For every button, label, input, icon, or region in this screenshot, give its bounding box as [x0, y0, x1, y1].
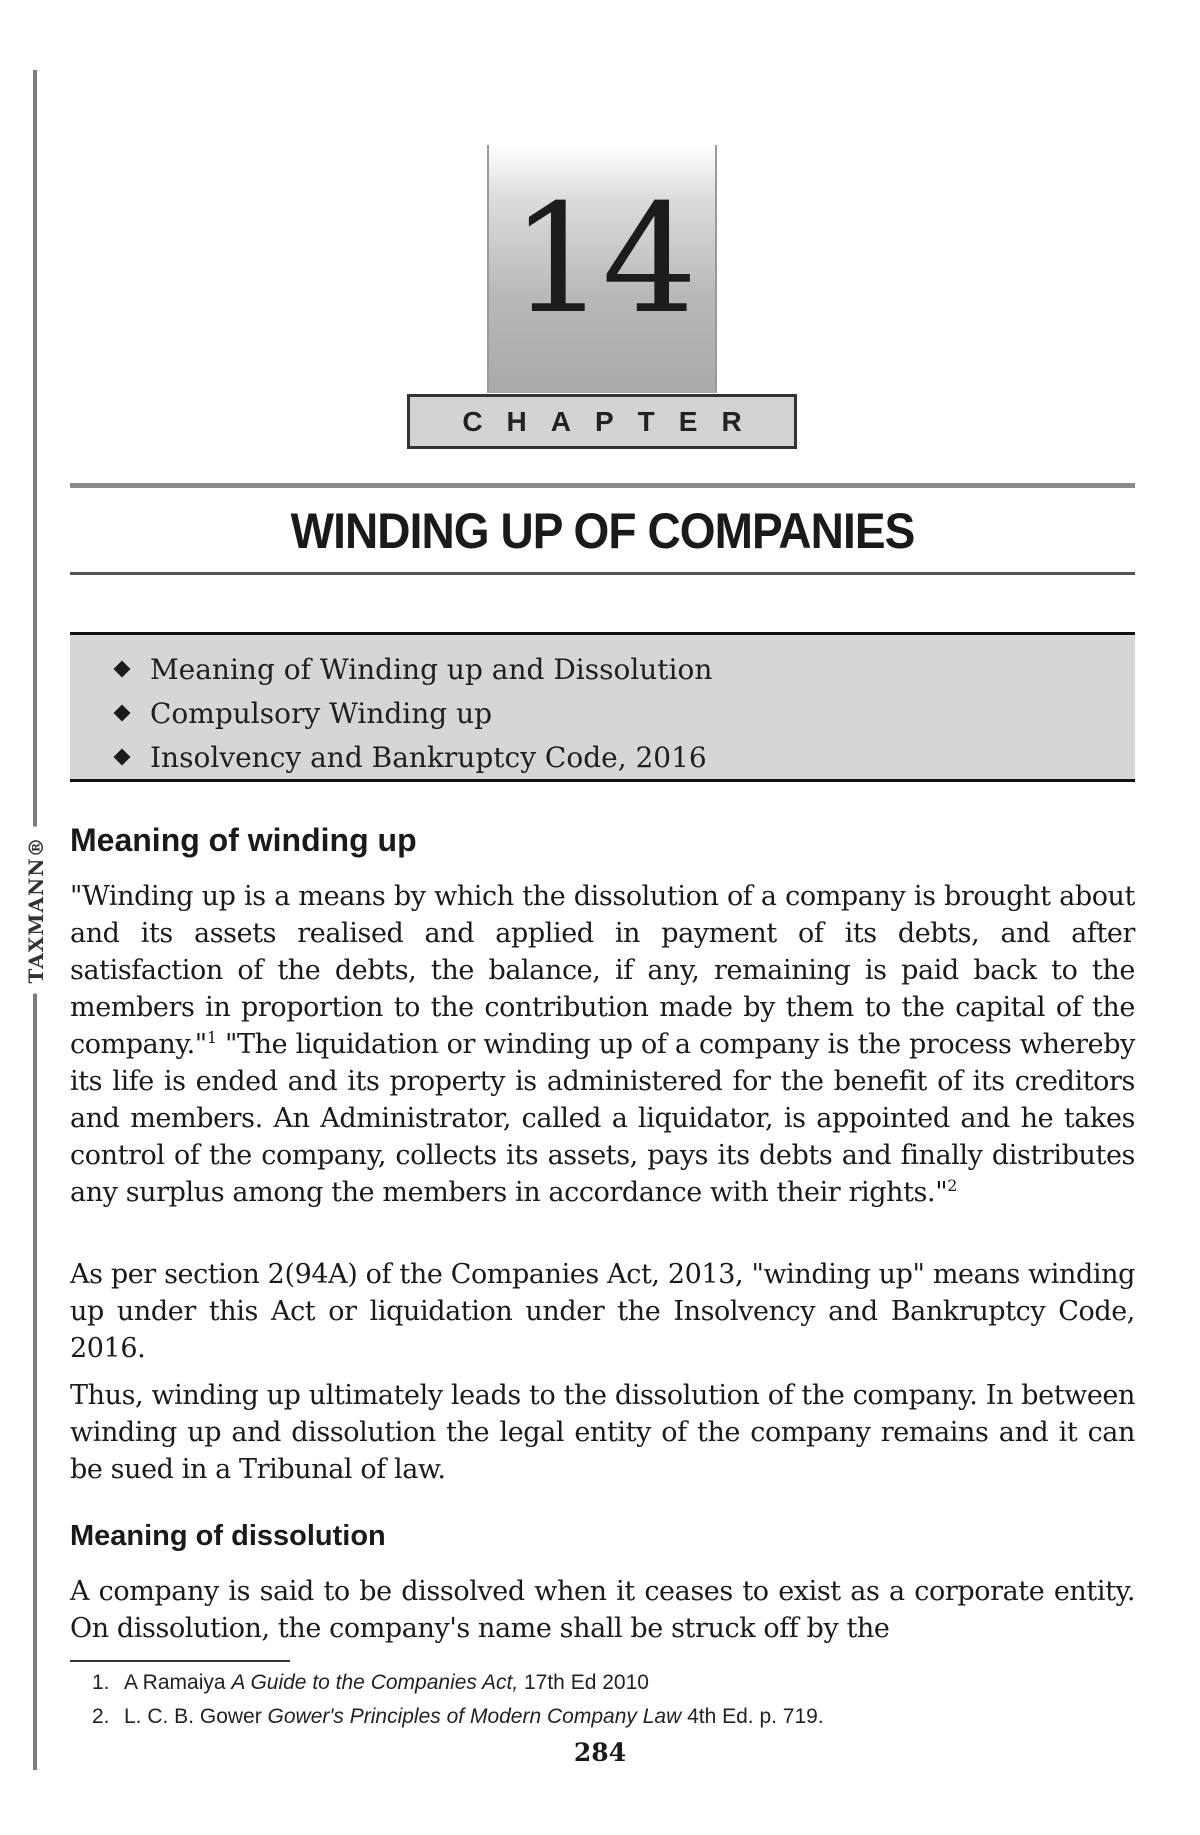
- footnotes: [92, 1666, 1132, 1734]
- footnote-detail: 17th Ed 2010: [518, 1671, 649, 1694]
- footnote-author: L. C. B. Gower: [124, 1705, 268, 1728]
- footnote-number: 2.: [92, 1705, 110, 1728]
- section-heading-dissolution: Meaning of dissolution: [70, 1520, 386, 1552]
- chapter-topics: [70, 632, 1135, 782]
- quote-ramaiya: "Winding up is a means by which the dissolution of a company is brought about and its assets realised and applied in payment of its debts, and after satisfaction of the debts, the balance, if any, remaining is paid back to the members in proportion to the contribution made by them to the capital of the company.": [70, 881, 1135, 1060]
- topic-item: [112, 691, 1135, 735]
- footnote-detail: 4th Ed. p. 719.: [681, 1705, 824, 1728]
- footnote-ref-2[interactable]: 2: [947, 1176, 957, 1195]
- topic-text: Meaning of Winding up and Dissolution: [150, 652, 713, 686]
- paragraph-definition: [70, 878, 1135, 1211]
- topic-text: Compulsory Winding up: [150, 696, 493, 730]
- topic-item: [112, 735, 1135, 779]
- section-heading-winding-up: Meaning of winding up: [70, 822, 417, 858]
- footnote-ref-1[interactable]: 1: [206, 1028, 217, 1047]
- footnote-number: 1.: [92, 1671, 110, 1694]
- topic-item: [112, 647, 1135, 691]
- topic-text: Insolvency and Bankruptcy Code, 2016: [150, 740, 707, 774]
- footnote-work: A Guide to the Companies Act,: [231, 1671, 519, 1694]
- diamond-bullet-icon: [114, 749, 131, 766]
- footnote-rule: [70, 1660, 290, 1662]
- publisher-label: TAXMANN®: [24, 826, 48, 993]
- footnote-work: Gower's Principles of Modern Company Law: [267, 1705, 682, 1728]
- chapter-number-box: [487, 145, 717, 393]
- paragraph-winding-vs-dissolution: Thus, winding up ultimately leads to the dissolution of the company. In between winding up and dissolution the legal entity of the company remains and it can be sued in a Tribunal of law.: [70, 1380, 1135, 1485]
- paragraph-section-2-94a: As per section 2(94A) of the Companies Act, 2013, "winding up" means winding up under this Act or liquidation under the Insolvency and Bankruptcy Code, 2016.: [70, 1259, 1135, 1364]
- footnote-1: [92, 1666, 1132, 1700]
- chapter-label: CHAPTER: [407, 394, 797, 449]
- quote-gower: "The liquidation or winding up of a company is the process whereby its life is ended and its property is administered for the benefit of its creditors and members. An Administrator, called a liquidator, is appointed and he takes control of the company, collects its assets, pays its debts and finally distributes any surplus among the members in accordance with their rights.": [70, 1029, 1135, 1208]
- footnote-2: [92, 1700, 1132, 1734]
- chapter-number: 14: [510, 173, 694, 347]
- chapter-title: WINDING UP OF COMPANIES: [290, 503, 915, 559]
- diamond-bullet-icon: [114, 705, 131, 722]
- diamond-bullet-icon: [114, 661, 131, 678]
- footnote-author: A Ramaiya: [124, 1671, 232, 1694]
- paragraph-dissolution: A company is said to be dissolved when it ceases to exist as a corporate entity. On dissolution, the company's name shall be struck off by the: [70, 1576, 1135, 1644]
- chapter-title-band: [70, 483, 1135, 575]
- page-number: 284: [573, 1738, 627, 1767]
